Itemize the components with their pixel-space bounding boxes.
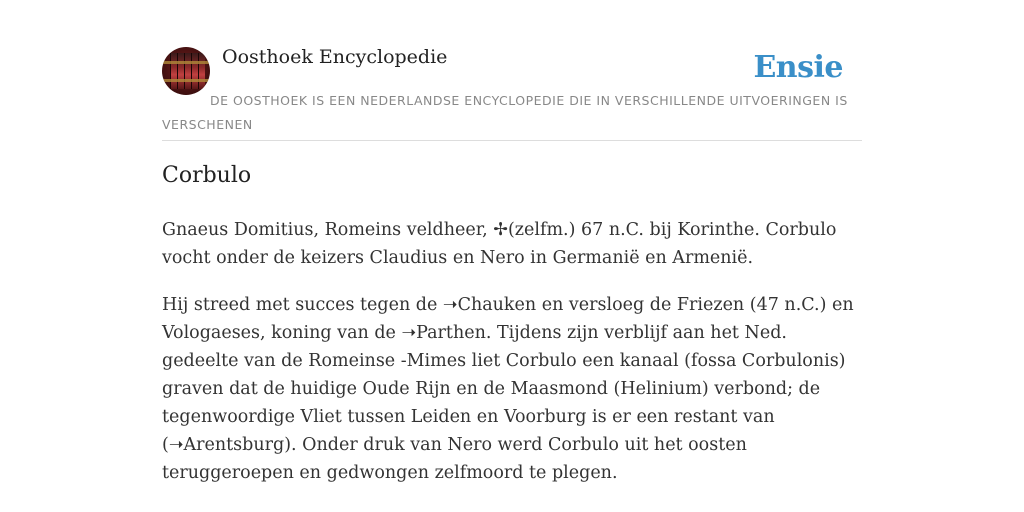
- death-symbol: ✢: [493, 220, 508, 240]
- site-name-link[interactable]: Oosthoek Encyclopedie: [222, 46, 448, 68]
- paragraph-text: Hij streed met succes tegen de: [162, 295, 443, 315]
- article-paragraph-2: [162, 291, 862, 487]
- paragraph-text: (zelfm.) 67 n.C. bij Korinthe. Corbulo vocht onder de keizers Claudius en Nero in Germanië en Armenië.: [162, 220, 837, 268]
- page-container: [162, 0, 862, 483]
- paragraph-text: ). Onder druk van Nero werd Corbulo uit het oosten teruggeroepen en gedwongen zelfmoord te plegen.: [162, 435, 747, 483]
- site-header: [162, 0, 862, 141]
- encyclopedia-avatar[interactable]: [162, 47, 210, 95]
- paragraph-text: en versloeg de Friezen (47 n.C.) en Vologaeses, koning van de: [162, 295, 854, 343]
- xref-link-chauken[interactable]: ➝Chauken: [442, 295, 537, 315]
- xref-link-arentsburg[interactable]: ➝Arentsburg: [168, 435, 285, 455]
- article-body: [162, 216, 862, 506]
- site-tagline: DE OOSTHOEK IS EEN NEDERLANDSE ENCYCLOPEDIE DIE IN VERSCHILLENDE UITVOERINGEN IS VERSCHENEN: [162, 93, 848, 132]
- paragraph-text: Gnaeus Domitius, Romeins veldheer,: [162, 220, 494, 240]
- article-title: Corbulo: [162, 163, 252, 188]
- ensie-logo[interactable]: Ensie: [753, 50, 843, 85]
- xref-link-parthen[interactable]: ➝Parthen: [401, 323, 486, 343]
- paragraph-text: . Tijdens zijn verblijf aan het Ned. gedeelte van de Romeinse -Mimes liet Corbulo een kanaal (fossa Corbulonis) graven dat de huidige Oude Rijn en de Maasmond (Helinium) verbond; de tegenwoordige Vliet tussen Leiden en Voorburg is er een restant van (: [162, 323, 846, 455]
- article-paragraph-1: [162, 216, 862, 272]
